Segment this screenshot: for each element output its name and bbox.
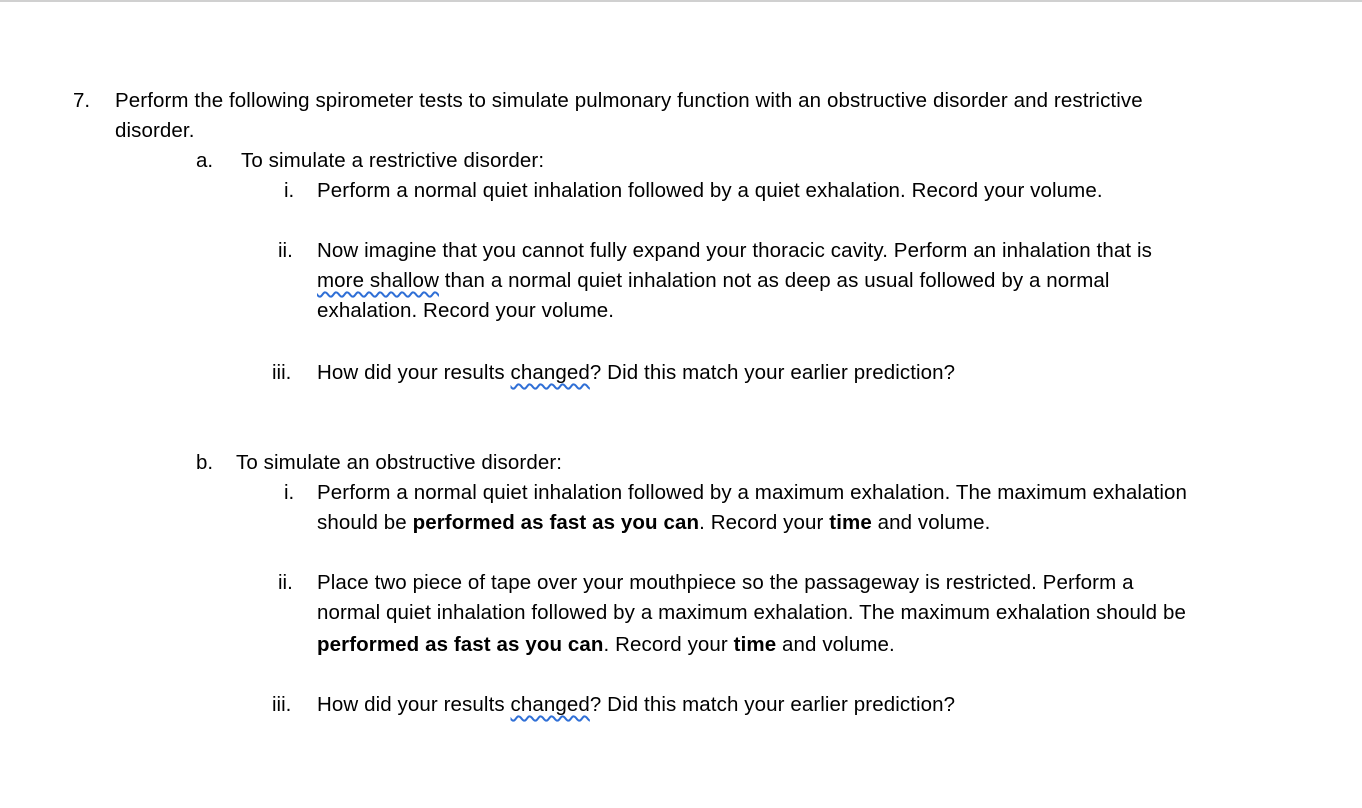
part-b-item2-bold-time: time bbox=[733, 633, 777, 656]
part-a-heading: To simulate a restrictive disorder: bbox=[241, 149, 545, 172]
spellcheck-flagged-word[interactable]: changed bbox=[510, 693, 590, 716]
part-a-item2-line1: Now imagine that you cannot fully expand your thoracic cavity. Perform an inhalation that is bbox=[317, 239, 1152, 262]
part-b-item1-line2-post: and volume. bbox=[871, 511, 991, 534]
part-b-item1-bold-phrase: performed as fast as you can bbox=[412, 511, 700, 534]
part-b-item2-bold-phrase: performed as fast as you can bbox=[317, 633, 604, 656]
part-a-item3-text-after: ? Did this match your earlier prediction? bbox=[589, 361, 956, 384]
part-b-item1-line2-pre: should be bbox=[317, 511, 413, 534]
part-b-item1-label: i. bbox=[284, 481, 295, 504]
part-a-item2-label: ii. bbox=[278, 239, 293, 262]
part-b-item1-bold-time: time bbox=[829, 511, 872, 534]
part-b-item1-line2 bbox=[317, 508, 990, 538]
question-text-line1: Perform the following spirometer tests to simulate pulmonary function with an obstructive disorder and restrictive bbox=[115, 89, 1143, 112]
part-a-label: a. bbox=[196, 149, 214, 172]
part-b-item2-line3-mid: . Record your bbox=[603, 633, 734, 656]
part-a-item3-text bbox=[317, 358, 955, 388]
spellcheck-flagged-word[interactable]: changed bbox=[510, 361, 590, 384]
part-a-item3-text-before: How did your results bbox=[317, 361, 511, 384]
part-b-item2-line3-post: and volume. bbox=[776, 633, 895, 656]
part-b-label: b. bbox=[196, 451, 214, 474]
part-b-item3-text-before: How did your results bbox=[317, 693, 511, 716]
part-b-item2-line1: Place two piece of tape over your mouthpiece so the passageway is restricted. Perform a bbox=[317, 571, 1134, 594]
part-a-item1-text: Perform a normal quiet inhalation followed by a quiet exhalation. Record your volume. bbox=[317, 179, 1103, 202]
part-b-item2-line3 bbox=[317, 630, 895, 660]
part-a-item3-label: iii. bbox=[272, 361, 292, 384]
question-text-line2: disorder. bbox=[115, 119, 195, 142]
document-page bbox=[0, 2, 1362, 808]
part-b-item3-text bbox=[317, 690, 955, 720]
part-b-item2-label: ii. bbox=[278, 571, 293, 594]
part-a-item2-line2-rest: than a normal quiet inhalation not as deep as usual followed by a normal bbox=[438, 269, 1110, 292]
question-number: 7. bbox=[73, 89, 91, 112]
part-b-item1-line1: Perform a normal quiet inhalation followed by a maximum exhalation. The maximum exhalation bbox=[317, 481, 1188, 504]
part-b-item3-text-after: ? Did this match your earlier prediction? bbox=[589, 693, 956, 716]
part-a-item2-line2 bbox=[317, 266, 1110, 296]
part-b-item3-label: iii. bbox=[272, 693, 292, 716]
spellcheck-flagged-text[interactable]: more shallow bbox=[317, 269, 439, 292]
part-b-item1-line2-mid: . Record your bbox=[699, 511, 830, 534]
part-b-heading: To simulate an obstructive disorder: bbox=[236, 451, 563, 474]
part-b-item2-line2: normal quiet inhalation followed by a maximum exhalation. The maximum exhalation should be bbox=[317, 601, 1186, 624]
part-a-item1-label: i. bbox=[284, 179, 295, 202]
part-a-item2-line3: exhalation. Record your volume. bbox=[317, 299, 615, 322]
